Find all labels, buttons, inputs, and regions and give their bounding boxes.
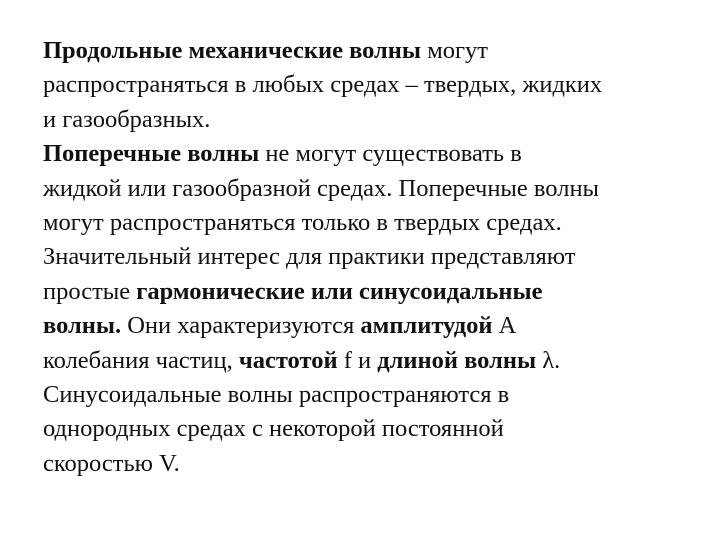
text-run: λ. [536, 346, 561, 374]
bold-term: частотой [238, 346, 338, 374]
text-line [43, 206, 698, 240]
text-line [43, 68, 698, 102]
bold-term: Поперечные волны [43, 140, 260, 168]
bold-term: Продольные механические волны [43, 37, 422, 64]
text-line [43, 172, 698, 206]
text-run: Они характеризуются [121, 312, 361, 340]
text-run: могут [421, 37, 488, 64]
text-run: жидкой или газообразной средах. Поперечные волны [43, 174, 600, 202]
paragraph [43, 34, 698, 137]
text-run: A [492, 312, 517, 340]
text-run: Синусоидальные волны распространяются в [43, 381, 510, 409]
text-line [43, 378, 698, 412]
text-block [43, 34, 698, 481]
text-run: не могут существовать в [259, 140, 522, 168]
text-line [43, 412, 698, 446]
paragraph [43, 137, 698, 481]
bold-term: гармонические или синусоидальные [136, 277, 543, 305]
text-run: простые [43, 277, 137, 305]
text-run: однородных средах с некоторой постоянной [43, 415, 504, 443]
text-line [43, 309, 698, 343]
text-run: f и [337, 346, 378, 374]
text-line [43, 344, 698, 378]
text-run: скоростью V. [43, 449, 180, 477]
text-line [43, 137, 698, 171]
text-line [43, 275, 698, 309]
bold-term: амплитудой [360, 312, 493, 340]
bold-term: волны. [43, 312, 122, 340]
text-run: распространяться в любых средах – твердых, жидких [43, 71, 603, 99]
text-line [43, 103, 698, 137]
text-run: могут распространяться только в твердых средах. [43, 209, 562, 237]
text-line [43, 447, 698, 481]
bold-term: длиной волны [377, 346, 537, 374]
text-run: колебания частиц, [43, 346, 239, 374]
text-line [43, 34, 698, 68]
text-line [43, 240, 698, 274]
text-run: Значительный интерес для практики представляют [43, 243, 576, 271]
text-run: и газообразных. [43, 105, 211, 133]
